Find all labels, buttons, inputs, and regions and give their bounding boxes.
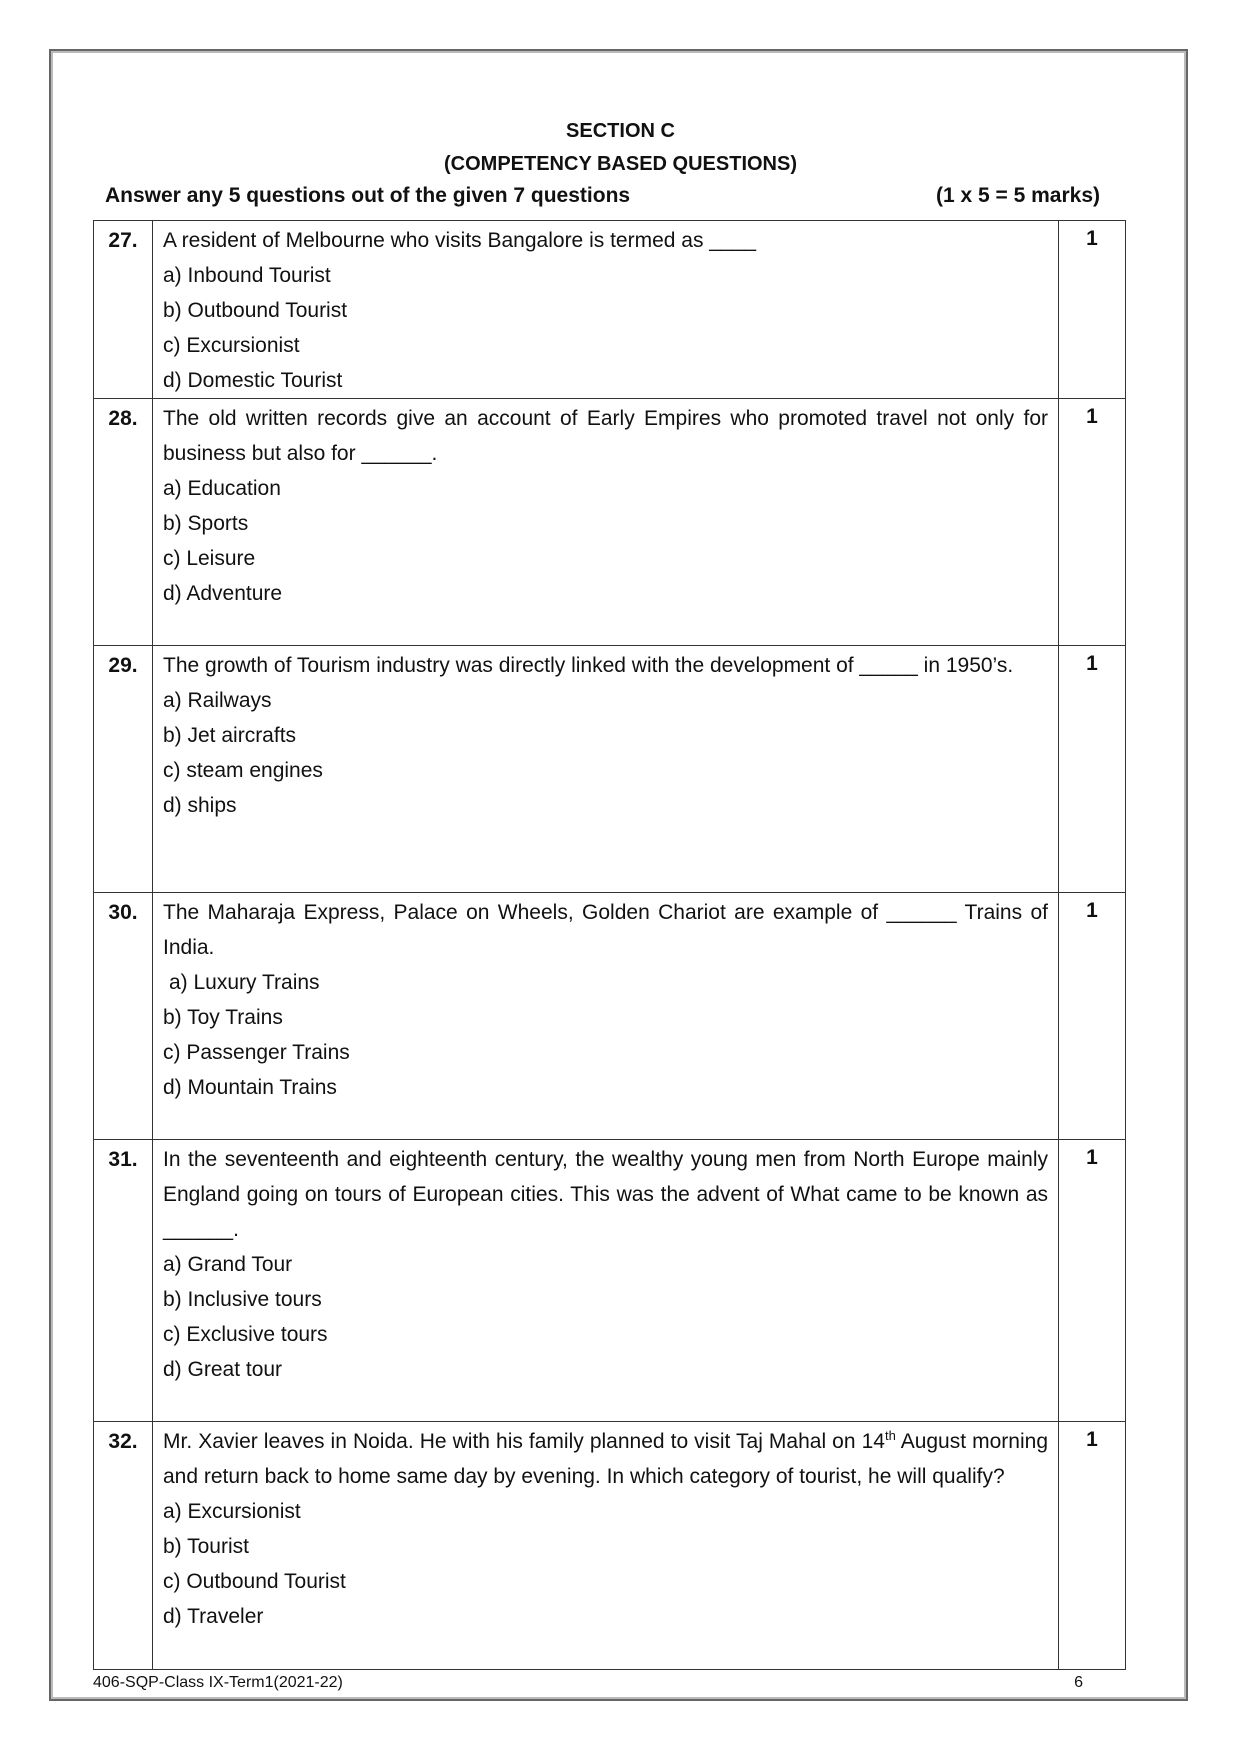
question-body	[153, 893, 1059, 1140]
option: a) Luxury Trains	[169, 971, 320, 994]
question-number: 31.	[94, 1140, 153, 1422]
question-marks: 1	[1059, 646, 1126, 893]
section-title: SECTION C	[566, 120, 675, 142]
option: c) Leisure	[163, 547, 256, 570]
question-row	[94, 893, 1126, 1140]
question-body	[153, 221, 1059, 399]
option: a) Inbound Tourist	[163, 264, 331, 287]
stem-part: August morning and return back to home same day by evening. In which category of tourist, he will qualify?	[163, 1430, 1048, 1488]
option: b) Sports	[163, 512, 249, 535]
option: a) Excursionist	[163, 1500, 301, 1523]
question-marks: 1	[1059, 1140, 1126, 1422]
ordinal-suffix: th	[884, 1428, 896, 1443]
question-body	[153, 399, 1059, 646]
paper-code: 406-SQP-Class IX-Term1(2021-22)	[93, 1674, 343, 1691]
question-stem: The growth of Tourism industry was directly linked with the development of _____ in 1950’s.	[163, 654, 1014, 677]
question-stem: The Maharaja Express, Palace on Wheels, Golden Chariot are example of ______ Trains of India.	[163, 901, 1048, 959]
option: d) Traveler	[163, 1605, 264, 1628]
question-number: 28.	[94, 399, 153, 646]
question-stem: In the seventeenth and eighteenth century, the wealthy young men from North Europe mainly England going on tours of European cities. This was the advent of What came to be known as ______.	[163, 1148, 1048, 1241]
questions-table	[93, 220, 1126, 1670]
question-marks: 1	[1059, 893, 1126, 1140]
option: c) Passenger Trains	[163, 1041, 350, 1064]
instruction-line	[105, 184, 1100, 208]
option: a) Education	[163, 477, 281, 500]
option: d) Mountain Trains	[163, 1076, 337, 1099]
option: d) ships	[163, 794, 237, 817]
question-number: 27.	[94, 221, 153, 399]
option: d) Domestic Tourist	[163, 369, 343, 392]
page-footer	[93, 1674, 1083, 1692]
option: c) Outbound Tourist	[163, 1570, 346, 1593]
option: c) Exclusive tours	[163, 1323, 328, 1346]
question-marks: 1	[1059, 221, 1126, 399]
instruction-text: Answer any 5 questions out of the given 7 questions	[105, 184, 631, 207]
marks-scheme: (1 x 5 = 5 marks)	[935, 184, 1100, 207]
question-stem: The old written records give an account of Early Empires who promoted travel not only for business but also for ______.	[163, 407, 1048, 465]
question-stem	[163, 1424, 1048, 1494]
question-marks: 1	[1059, 1422, 1126, 1670]
question-row	[94, 221, 1126, 399]
question-row	[94, 1422, 1126, 1670]
page-number: 6	[1074, 1674, 1083, 1691]
section-subtitle: (COMPETENCY BASED QUESTIONS)	[444, 153, 797, 175]
question-row	[94, 1140, 1126, 1422]
option: b) Inclusive tours	[163, 1288, 322, 1311]
question-row	[94, 646, 1126, 893]
question-body	[153, 646, 1059, 893]
option: a) Railways	[163, 689, 272, 712]
question-stem: A resident of Melbourne who visits Bangalore is termed as ____	[163, 229, 756, 252]
question-row	[94, 399, 1126, 646]
option: b) Toy Trains	[163, 1006, 283, 1029]
question-body	[153, 1422, 1059, 1670]
option: c) Excursionist	[163, 334, 300, 357]
question-body	[153, 1140, 1059, 1422]
question-number: 30.	[94, 893, 153, 1140]
option: b) Outbound Tourist	[163, 299, 348, 322]
option: b) Tourist	[163, 1535, 249, 1558]
option: c) steam engines	[163, 759, 323, 782]
option: d) Great tour	[163, 1358, 283, 1381]
option: b) Jet aircrafts	[163, 724, 297, 747]
option: d) Adventure	[163, 582, 283, 605]
option: a) Grand Tour	[163, 1253, 293, 1276]
question-number: 29.	[94, 646, 153, 893]
question-number: 32.	[94, 1422, 153, 1670]
question-marks: 1	[1059, 399, 1126, 646]
stem-part: Mr. Xavier leaves in Noida. He with his family planned to visit Taj Mahal on 14	[163, 1430, 885, 1453]
